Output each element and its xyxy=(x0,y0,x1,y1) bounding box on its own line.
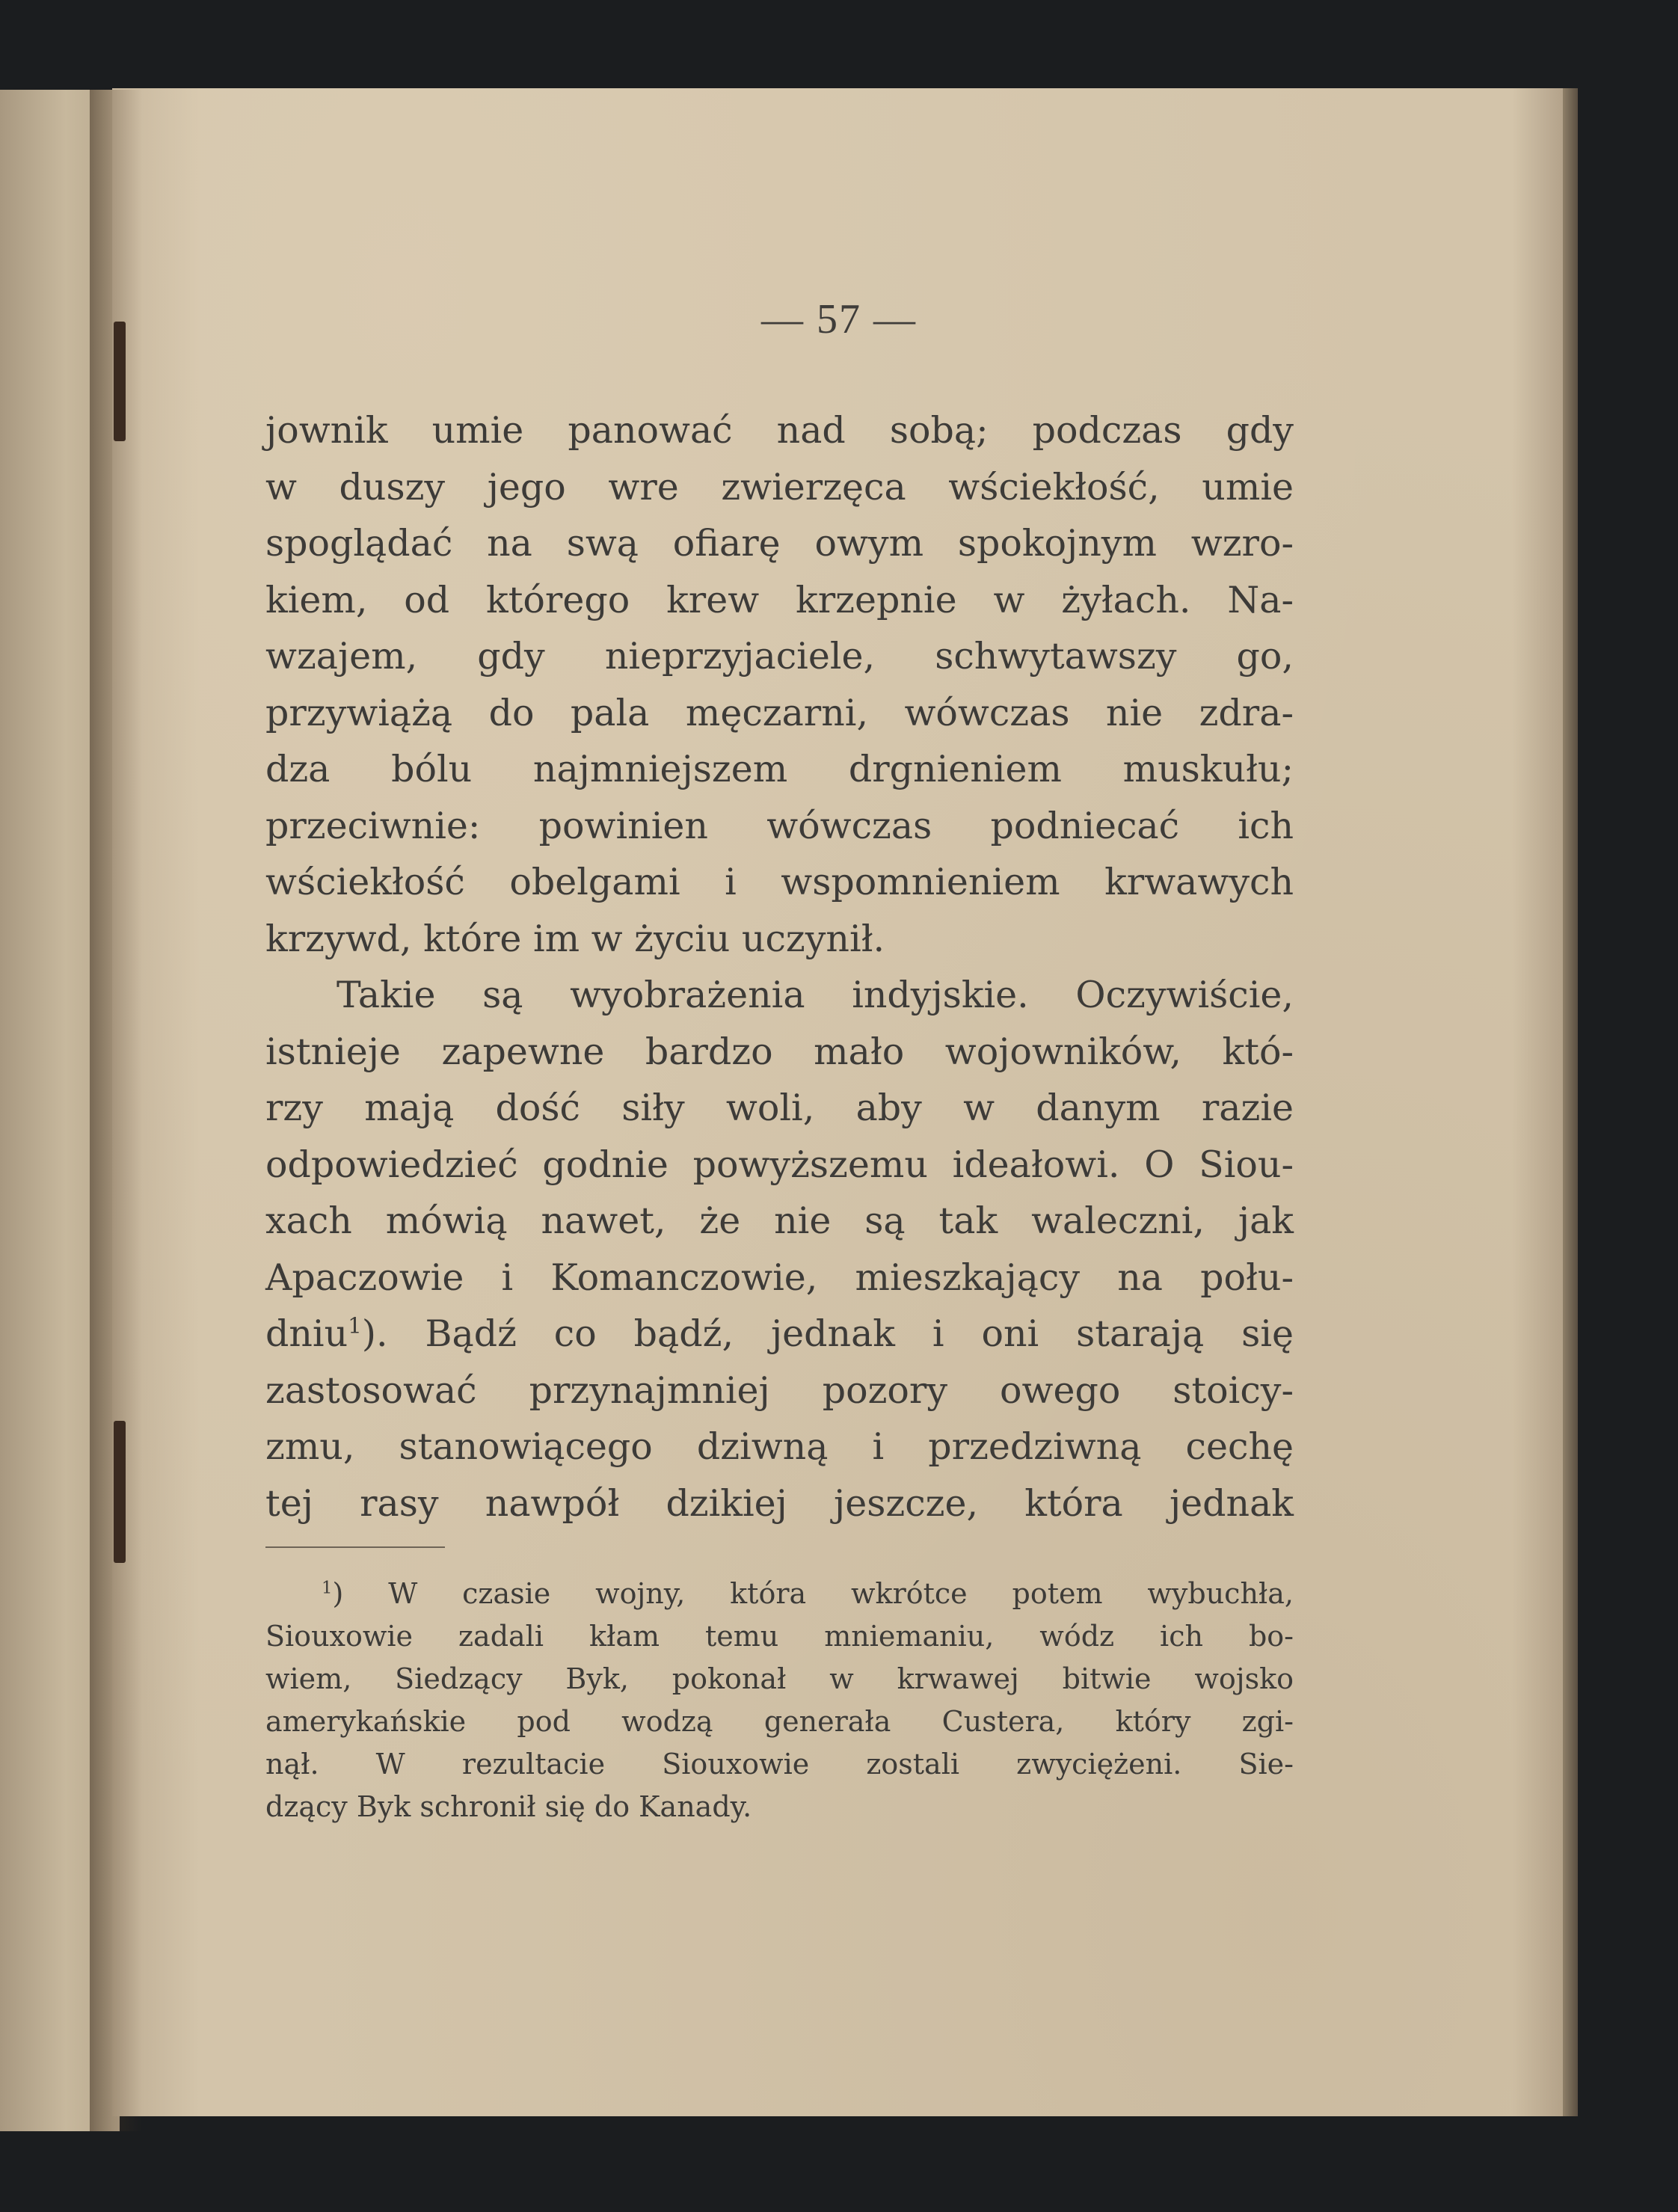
text-line: krzywd, które im w życiu uczynił. xyxy=(265,917,885,960)
footnote xyxy=(265,1573,1294,1828)
text-line: kiem, od którego krew krzepnie w żyłach. Na- xyxy=(265,578,1294,621)
text-fragment: ). Bądź co bądź, jednak i oni starają się xyxy=(361,1312,1294,1355)
text-line: Takie są wyobrażenia indyjskie. Oczywiście, xyxy=(336,974,1294,1016)
text-line-with-footnote-ref xyxy=(265,1306,1294,1362)
binding-thread xyxy=(114,1421,126,1563)
footnote-line: wiem, Siedzący Byk, pokonał w krwawej bitwie wojsko xyxy=(265,1662,1294,1695)
footnote-text: ) W czasie wojny, która wkrótce potem wybuchła, xyxy=(332,1577,1294,1610)
text-line: spoglądać na swą ofiarę owym spokojnym wzro- xyxy=(265,522,1294,565)
footnote-line: Siouxowie zadali kłam temu mniemaniu, wódz ich bo- xyxy=(265,1620,1294,1653)
text-line: przeciwnie: powinien wówczas podniecać ich xyxy=(265,804,1294,847)
footnote-marker: 1 xyxy=(322,1578,333,1598)
footnote-line: amerykańskie pod wodzą generała Custera, który zgi- xyxy=(265,1705,1294,1738)
text-line: wściekłość obelgami i wspomnieniem krwawych xyxy=(265,861,1294,903)
text-line: istnieje zapewne bardzo mało wojowników, któ- xyxy=(265,1030,1294,1073)
text-line: odpowiedzieć godnie powyższemu ideałowi. O Siou- xyxy=(265,1143,1294,1186)
text-line: rzy mają dość siły woli, aby w danym razie xyxy=(265,1087,1294,1129)
text-line: w duszy jego wre zwierzęca wściekłość, umie xyxy=(265,465,1294,509)
text-line: dza bólu najmniejszem drgnieniem muskułu; xyxy=(265,748,1294,790)
footnote-reference: 1 xyxy=(348,1312,362,1339)
text-fragment: dniu xyxy=(265,1312,348,1355)
body-text xyxy=(265,402,1294,1531)
footnote-line: dzący Byk schronił się do Kanady. xyxy=(265,1790,752,1823)
footnote-line: nął. W rezultacie Siouxowie zostali zwyciężeni. Sie- xyxy=(265,1748,1294,1781)
text-line: tej rasy nawpół dzikiej jeszcze, która jednak xyxy=(265,1481,1294,1525)
text-line: wzajem, gdy nieprzyjaciele, schwytawszy go, xyxy=(265,635,1294,678)
text-line: przywiążą do pala męczarni, wówczas nie zdra- xyxy=(265,691,1294,734)
text-line: jownik umie panować nad sobą; podczas gdy xyxy=(265,409,1294,452)
right-page-edge xyxy=(1563,88,1578,2116)
text-line: zmu, stanowiącego dziwną i przedziwną cechę xyxy=(265,1425,1294,1468)
text-line: Apaczowie i Komanczowie, mieszkający na połu- xyxy=(265,1256,1294,1299)
footnote-line xyxy=(265,1573,1294,1615)
page-number: — 57 — xyxy=(761,296,917,342)
text-line: xach mówią nawet, że nie są tak waleczni, jak xyxy=(265,1199,1294,1242)
text-line: zastosować przynajmniej pozory owego stoicy- xyxy=(265,1368,1294,1412)
footnote-divider xyxy=(265,1546,445,1548)
